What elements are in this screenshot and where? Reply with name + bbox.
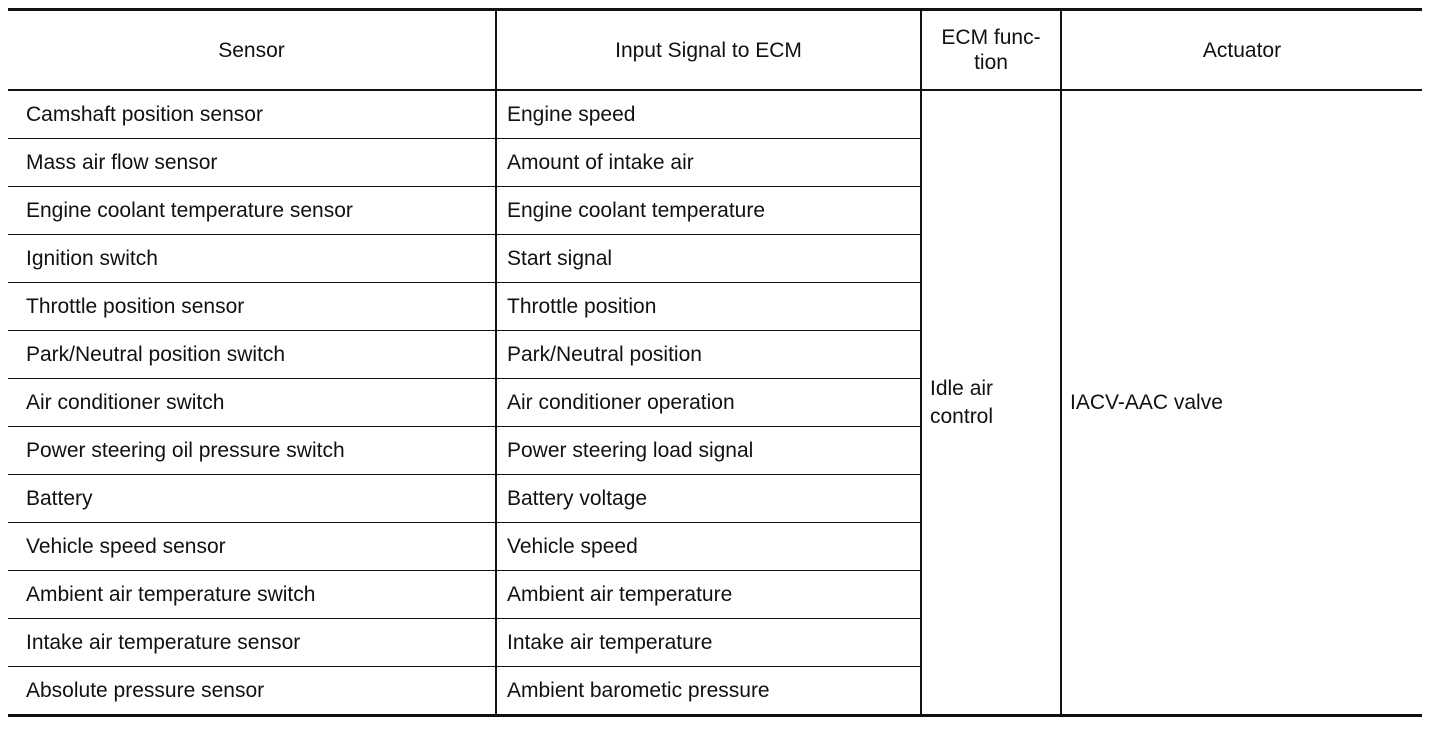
header-sensor: Sensor [8, 10, 496, 91]
input-signal-cell: Engine speed [496, 90, 921, 139]
header-input-signal: Input Signal to ECM [496, 10, 921, 91]
input-signal-cell: Battery voltage [496, 475, 921, 523]
sensor-cell: Engine coolant temperature sensor [8, 187, 496, 235]
sensor-cell: Ignition switch [8, 235, 496, 283]
ecm-idle-air-control-table [8, 8, 1422, 717]
input-signal-cell: Ambient air temperature [496, 571, 921, 619]
table-body [8, 90, 1422, 716]
sensor-cell: Ambient air temperature switch [8, 571, 496, 619]
header-ecm-function: ECM func- tion [921, 10, 1061, 91]
input-signal-cell: Park/Neutral position [496, 331, 921, 379]
sensor-cell: Battery [8, 475, 496, 523]
sensor-cell: Park/Neutral position switch [8, 331, 496, 379]
sensor-cell: Air conditioner switch [8, 379, 496, 427]
input-signal-cell: Engine coolant temperature [496, 187, 921, 235]
header-row [8, 10, 1422, 91]
actuator-cell: IACV-AAC valve [1061, 90, 1422, 716]
sensor-cell: Camshaft position sensor [8, 90, 496, 139]
sensor-cell: Power steering oil pressure switch [8, 427, 496, 475]
sensor-cell: Vehicle speed sensor [8, 523, 496, 571]
input-signal-cell: Amount of intake air [496, 139, 921, 187]
sensor-cell: Absolute pressure sensor [8, 667, 496, 716]
ecm-function-text: Idle air control [930, 376, 994, 428]
input-signal-cell: Vehicle speed [496, 523, 921, 571]
ecm-function-cell [921, 90, 1061, 716]
sensor-cell: Throttle position sensor [8, 283, 496, 331]
input-signal-cell: Power steering load signal [496, 427, 921, 475]
sensor-cell: Mass air flow sensor [8, 139, 496, 187]
input-signal-cell: Air conditioner operation [496, 379, 921, 427]
table-row [8, 90, 1422, 139]
input-signal-cell: Ambient barometic pressure [496, 667, 921, 716]
sensor-cell: Intake air temperature sensor [8, 619, 496, 667]
input-signal-cell: Intake air temperature [496, 619, 921, 667]
sensor-signal-table [8, 8, 1422, 717]
header-actuator: Actuator [1061, 10, 1422, 91]
input-signal-cell: Start signal [496, 235, 921, 283]
input-signal-cell: Throttle position [496, 283, 921, 331]
table-header [8, 10, 1422, 91]
